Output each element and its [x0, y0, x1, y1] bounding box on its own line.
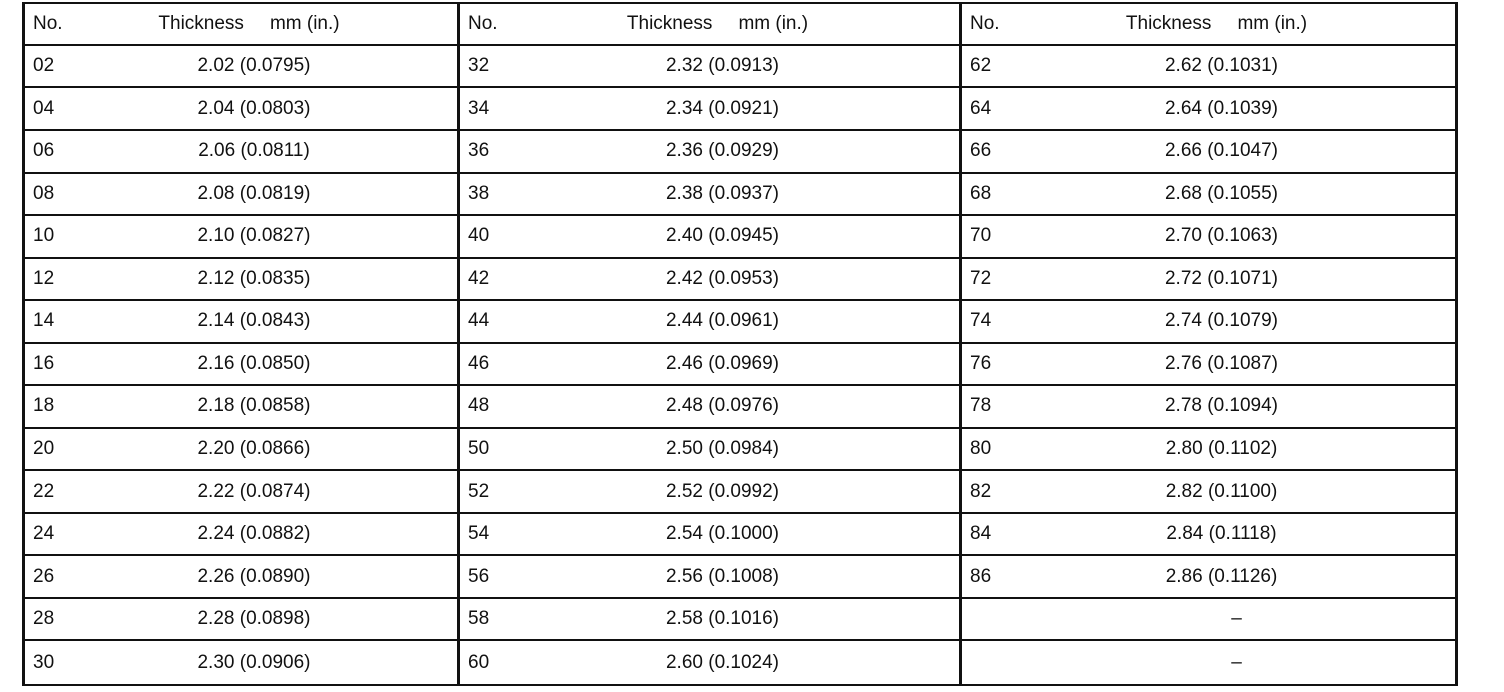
table-row [25, 514, 457, 557]
table-block-1 [25, 4, 460, 684]
table-row [25, 641, 457, 684]
cell-no: 10 [33, 225, 55, 247]
cell-thickness: 2.30 (0.0906) [197, 651, 311, 673]
cell-thickness: 2.66 (0.1047) [1164, 140, 1279, 162]
cell-thickness: 2.44 (0.0961) [665, 310, 780, 332]
cell-thickness: 2.24 (0.0882) [197, 523, 311, 545]
cell-thickness: 2.26 (0.0890) [197, 565, 311, 587]
header-row [962, 4, 1455, 46]
table-row [962, 514, 1455, 557]
cell-no: 28 [33, 608, 55, 630]
table-row [460, 259, 959, 302]
cell-no: 82 [970, 480, 992, 502]
cell-thickness: 2.76 (0.1087) [1164, 352, 1279, 374]
table-row [25, 471, 457, 514]
header-unit: mm (in.) [738, 12, 809, 34]
cell-thickness: 2.40 (0.0945) [665, 225, 780, 247]
table-row [25, 88, 457, 131]
cell-no: 08 [33, 182, 55, 204]
cell-thickness: 2.32 (0.0913) [665, 55, 780, 77]
cell-no: 80 [970, 437, 992, 459]
cell-thickness: 2.42 (0.0953) [665, 267, 780, 289]
cell-no: 26 [33, 565, 55, 587]
cell-no: 50 [468, 437, 490, 459]
cell-thickness: 2.02 (0.0795) [197, 55, 311, 77]
header-thickness [91, 13, 457, 35]
table-row [460, 514, 959, 557]
table-row [460, 429, 959, 472]
table-row [460, 88, 959, 131]
table-row [962, 599, 1455, 642]
table-row [460, 344, 959, 387]
cell-thickness: 2.38 (0.0937) [665, 182, 780, 204]
table-row [962, 641, 1455, 684]
table-row [25, 599, 457, 642]
cell-no: 48 [468, 395, 490, 417]
cell-no: 86 [970, 565, 992, 587]
header-thickness-label: Thickness [626, 12, 713, 34]
cell-thickness: – [1231, 608, 1242, 630]
cell-thickness: 2.34 (0.0921) [665, 97, 780, 119]
table-row [962, 88, 1455, 131]
cell-thickness: 2.20 (0.0866) [197, 437, 311, 459]
table-row [25, 556, 457, 599]
cell-no: 42 [468, 267, 490, 289]
header-no: No. [33, 12, 63, 34]
cell-thickness: 2.78 (0.1094) [1164, 395, 1279, 417]
cell-thickness: 2.12 (0.0835) [197, 267, 311, 289]
cell-no: 84 [970, 523, 992, 545]
table-row [25, 216, 457, 259]
cell-no: 24 [33, 523, 55, 545]
table-row [962, 471, 1455, 514]
cell-thickness: 2.06 (0.0811) [198, 140, 310, 162]
header-thickness [526, 13, 959, 35]
cell-no: 54 [468, 523, 490, 545]
cell-thickness: 2.64 (0.1039) [1164, 97, 1279, 119]
cell-thickness: 2.18 (0.0858) [197, 395, 311, 417]
cell-no: 44 [468, 310, 490, 332]
cell-no: 14 [33, 310, 55, 332]
table-row [460, 46, 959, 89]
table-row [25, 46, 457, 89]
table-row [460, 174, 959, 217]
table-row [460, 386, 959, 429]
cell-thickness: 2.54 (0.1000) [665, 523, 780, 545]
table-block-2 [460, 4, 962, 684]
table-row [962, 46, 1455, 89]
table-block-3 [962, 4, 1455, 684]
cell-no: 72 [970, 267, 992, 289]
table-row [25, 259, 457, 302]
table-row [460, 641, 959, 684]
cell-no: 34 [468, 97, 490, 119]
cell-thickness: – [1231, 651, 1242, 673]
header-unit: mm (in.) [1237, 12, 1308, 34]
table-row [460, 131, 959, 174]
header-row [460, 4, 959, 46]
cell-thickness: 2.46 (0.0969) [665, 352, 780, 374]
header-thickness-label: Thickness [158, 12, 244, 34]
cell-thickness: 2.70 (0.1063) [1164, 225, 1279, 247]
cell-no: 04 [33, 97, 55, 119]
cell-thickness: 2.16 (0.0850) [197, 352, 311, 374]
cell-no: 38 [468, 182, 490, 204]
cell-no: 56 [468, 565, 490, 587]
table-row [25, 174, 457, 217]
cell-no: 52 [468, 480, 490, 502]
cell-no: 20 [33, 437, 55, 459]
cell-thickness: 2.08 (0.0819) [197, 182, 311, 204]
cell-no: 36 [468, 140, 490, 162]
header-row [25, 4, 457, 46]
header-thickness-label: Thickness [1125, 12, 1212, 34]
header-thickness [1028, 13, 1455, 35]
cell-no: 40 [468, 225, 490, 247]
table-row [962, 556, 1455, 599]
table-row [962, 131, 1455, 174]
cell-no: 66 [970, 140, 992, 162]
table-row [962, 386, 1455, 429]
table-row [25, 344, 457, 387]
cell-no: 30 [33, 651, 55, 673]
table-row [460, 471, 959, 514]
cell-no: 70 [970, 225, 992, 247]
cell-thickness: 2.56 (0.1008) [665, 565, 780, 587]
cell-no: 60 [468, 651, 490, 673]
cell-thickness: 2.62 (0.1031) [1164, 55, 1279, 77]
cell-no: 62 [970, 55, 992, 77]
header-unit: mm (in.) [269, 12, 340, 34]
table-row [962, 344, 1455, 387]
cell-thickness: 2.84 (0.1118) [1166, 523, 1277, 545]
cell-no: 46 [468, 352, 490, 374]
cell-thickness: 2.50 (0.0984) [665, 437, 780, 459]
cell-thickness: 2.86 (0.1126) [1165, 565, 1278, 587]
cell-thickness: 2.60 (0.1024) [665, 651, 780, 673]
cell-no: 02 [33, 55, 55, 77]
cell-thickness: 2.72 (0.1071) [1164, 267, 1279, 289]
cell-thickness: 2.28 (0.0898) [197, 608, 311, 630]
cell-thickness: 2.80 (0.1102) [1165, 437, 1278, 459]
table-row [962, 216, 1455, 259]
cell-thickness: 2.36 (0.0929) [665, 140, 780, 162]
cell-no: 22 [33, 480, 55, 502]
cell-thickness: 2.68 (0.1055) [1164, 182, 1279, 204]
cell-thickness: 2.82 (0.1100) [1165, 480, 1278, 502]
table-row [25, 131, 457, 174]
cell-thickness: 2.22 (0.0874) [197, 480, 311, 502]
cell-thickness: 2.48 (0.0976) [665, 395, 780, 417]
cell-no: 74 [970, 310, 992, 332]
cell-no: 64 [970, 97, 992, 119]
table-row [460, 216, 959, 259]
cell-thickness: 2.10 (0.0827) [197, 225, 311, 247]
cell-no: 18 [33, 395, 55, 417]
table-row [460, 556, 959, 599]
cell-thickness: 2.14 (0.0843) [197, 310, 311, 332]
cell-no: 16 [33, 352, 55, 374]
table-row [25, 301, 457, 344]
shim-thickness-table [22, 2, 1458, 686]
cell-no: 68 [970, 182, 992, 204]
cell-no: 32 [468, 55, 490, 77]
cell-no: 58 [468, 608, 490, 630]
cell-thickness: 2.04 (0.0803) [197, 97, 311, 119]
cell-no: 78 [970, 395, 992, 417]
cell-thickness: 2.74 (0.1079) [1164, 310, 1279, 332]
cell-no: 06 [33, 140, 55, 162]
table-row [962, 429, 1455, 472]
header-no: No. [468, 12, 498, 34]
table-row [460, 599, 959, 642]
table-row [460, 301, 959, 344]
cell-no: 12 [33, 267, 55, 289]
cell-thickness: 2.58 (0.1016) [665, 608, 780, 630]
cell-no: 76 [970, 352, 992, 374]
table-row [25, 386, 457, 429]
table-row [962, 259, 1455, 302]
table-row [962, 301, 1455, 344]
header-no: No. [970, 12, 1000, 34]
table-row [962, 174, 1455, 217]
table-row [25, 429, 457, 472]
cell-thickness: 2.52 (0.0992) [665, 480, 780, 502]
